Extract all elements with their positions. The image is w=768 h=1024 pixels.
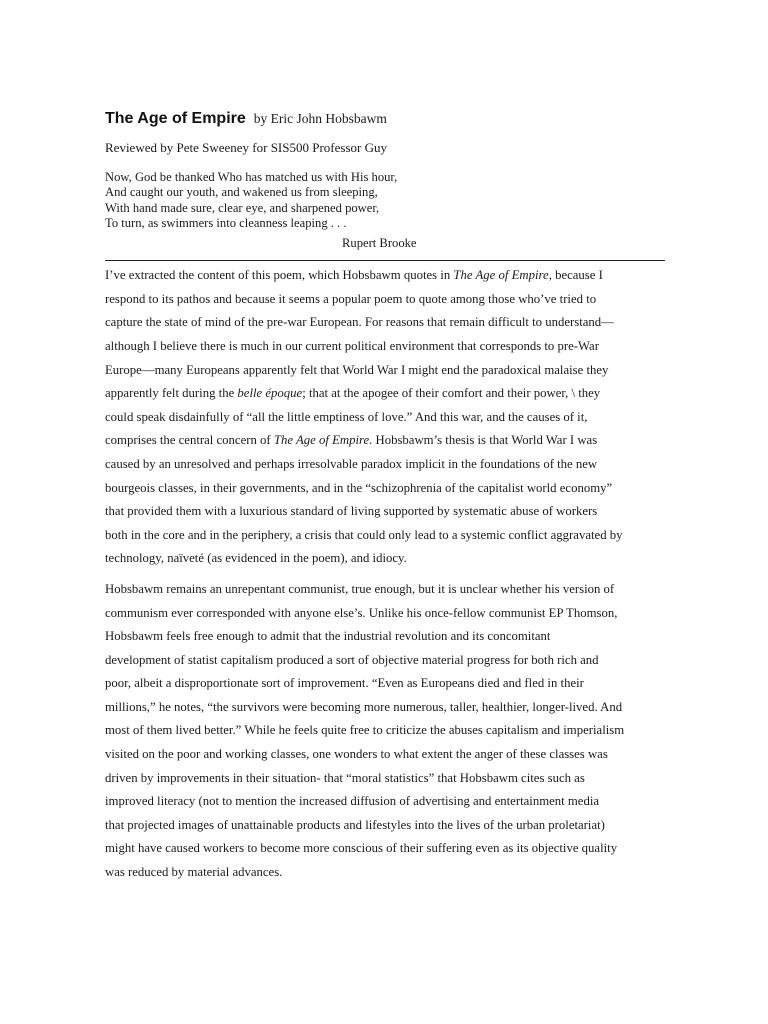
poem-line: And caught our youth, and wakened us from sleeping,: [105, 185, 378, 200]
text-run: both in the core and in the periphery, a crisis that could only lead to a systemic conflict aggravated by: [105, 527, 623, 542]
text-run: was reduced by material advances.: [105, 865, 283, 880]
paragraph-line: [105, 649, 665, 673]
paragraph-line: [105, 382, 665, 406]
review-subtitle: Reviewed by Pete Sweeney for SIS500 Professor Guy: [105, 140, 387, 155]
paragraph-line: [105, 429, 665, 453]
italic-text: belle époque: [237, 386, 303, 401]
text-run: development of statist capitalism produced a sort of objective material progress for both rich and: [105, 652, 599, 667]
text-run: visited on the poor and working classes, one wonders to what extent the anger of these classes was: [105, 747, 608, 762]
paragraph-line: [105, 719, 665, 743]
paragraph-line: [105, 790, 665, 814]
paragraph-line: [105, 625, 665, 649]
text-run: Europe—many Europeans apparently felt that World War I might end the paradoxical malaise they: [105, 362, 609, 377]
text-run: driven by improvements in their situation- that “moral statistics” that Hobsbawm cites such as: [105, 770, 585, 785]
document-page: [105, 108, 665, 885]
paragraph-line: [105, 288, 665, 312]
text-run: technology, naïveté (as evidenced in the poem), and idiocy.: [105, 551, 407, 566]
text-run: apparently felt during the: [105, 386, 238, 401]
paragraph-line: [105, 500, 665, 524]
text-run: could speak disdainfully of “all the little emptiness of love.” And this war, and the causes of it,: [105, 409, 588, 424]
poem-line: To turn, as swimmers into cleanness leaping . . .: [105, 215, 347, 230]
epigraph-poem: [105, 170, 665, 231]
text-run: most of them lived better.” While he feels quite free to criticize the abuses capitalism and imperialism: [105, 723, 625, 738]
paragraph-line: [105, 743, 665, 767]
author-byline: by Eric John Hobsbawm: [253, 111, 387, 126]
text-run: comprises the central concern of: [105, 433, 274, 448]
poem-line: With hand made sure, clear eye, and sharpened power,: [105, 200, 380, 215]
paragraph-line: [105, 453, 665, 477]
paragraph-line: [105, 767, 665, 791]
paragraph-line: [105, 602, 665, 626]
paragraph-line: [105, 814, 665, 838]
text-run: that projected images of unattainable products and lifestyles into the lives of the urban proletariat): [105, 817, 605, 832]
text-run: poor, albeit a disproportionate sort of improvement. “Even as Europeans died and fled in their: [105, 676, 584, 691]
text-run: that provided them with a luxurious standard of living supported by systematic abuse of workers: [105, 504, 598, 519]
italic-text: The Age of Empire: [453, 268, 549, 283]
body-paragraph-2: [105, 578, 665, 885]
paragraph-line: [105, 311, 665, 335]
paragraph-line: [105, 335, 665, 359]
paragraph-line: [105, 359, 665, 383]
book-title: The Age of Empire: [105, 110, 246, 127]
italic-text: The Age of Empire: [273, 433, 370, 448]
text-run: Hobsbawm remains an unrepentant communist, true enough, but it is unclear whether his version of: [105, 581, 615, 596]
paragraph-line: [105, 672, 665, 696]
text-run: , because I: [548, 268, 603, 283]
poem-attribution: Rupert Brooke: [342, 236, 417, 251]
paragraph-line: [105, 861, 665, 885]
document-title-line: [105, 108, 665, 130]
paragraph-line: [105, 477, 665, 501]
text-run: capture the state of mind of the pre-war European. For reasons that remain difficult to understand—: [105, 315, 614, 330]
text-run: . Hobsbawm’s thesis is that World War I was: [369, 433, 598, 448]
text-run: millions,” he notes, “the survivors were becoming more numerous, taller, healthier, longer-lived. And: [105, 699, 623, 714]
paragraph-line: [105, 837, 665, 861]
text-run: respond to its pathos and because it seems a popular poem to quote among those who’ve tried to: [105, 291, 597, 306]
paragraph-line: [105, 696, 665, 720]
paragraph-line: [105, 406, 665, 430]
section-divider: [105, 260, 665, 261]
text-run: improved literacy (not to mention the increased diffusion of advertising and entertainment media: [105, 794, 600, 809]
poem-line: Now, God be thanked Who has matched us with His hour,: [105, 170, 398, 184]
text-run: bourgeois classes, in their governments, and in the “schizophrenia of the capitalist world economy”: [105, 480, 613, 495]
text-run: might have caused workers to become more conscious of their suffering even as its objective quality: [105, 841, 618, 856]
text-run: I’ve extracted the content of this poem, which Hobsbawm quotes in: [105, 268, 454, 283]
text-run: communism ever corresponded with anyone else’s. Unlike his once-fellow communist EP Thomson,: [105, 605, 618, 620]
paragraph-line: [105, 578, 665, 602]
paragraph-line: [105, 524, 665, 548]
paragraph-line: [105, 547, 665, 571]
body-paragraph-1: [105, 264, 665, 571]
text-run: although I believe there is much in our current political environment that corresponds to pre-War: [105, 338, 599, 353]
paragraph-line: [105, 264, 665, 288]
text-run: Hobsbawm feels free enough to admit that the industrial revolution and its concomitant: [105, 629, 551, 644]
text-run: caused by an unresolved and perhaps irresolvable paradox implicit in the foundations of the new: [105, 456, 598, 471]
text-run: ; that at the apogee of their comfort and their power, \ they: [302, 386, 601, 401]
